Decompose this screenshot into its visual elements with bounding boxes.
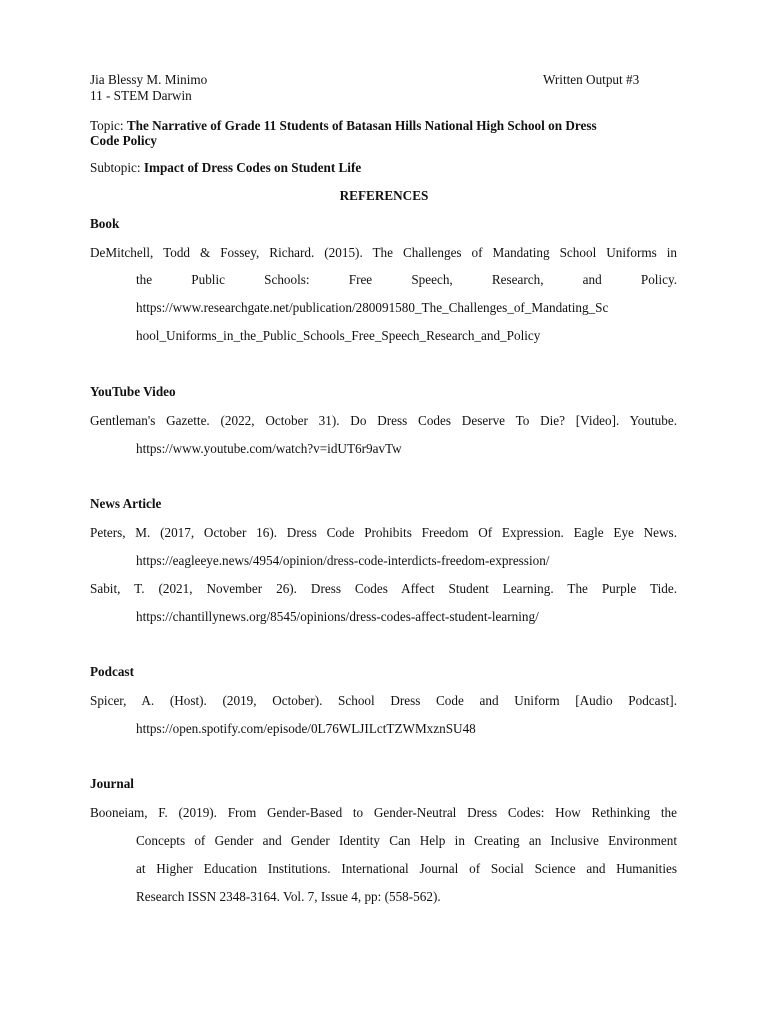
journal-line-2: Concepts of Gender and Gender Identity Can Help in Creating an Inclusive Environment (136, 833, 677, 848)
book-heading: Book (90, 216, 120, 231)
news-entry-1-line-1: Peters, M. (2017, October 16). Dress Code Prohibits Freedom Of Expression. Eagle Eye News. (90, 525, 677, 540)
youtube-heading: YouTube Video (90, 384, 176, 399)
topic-text-1: The Narrative of Grade 11 Students of Batasan Hills National High School on Dress (126, 118, 597, 133)
journal-line-1: Booneiam, F. (2019). From Gender-Based to Gender-Neutral Dress Codes: How Rethinking the (90, 805, 677, 820)
author-name: Jia Blessy M. Minimo (90, 72, 208, 87)
podcast-line-1: Spicer, A. (Host). (2019, October). School Dress Code and Uniform [Audio Podcast]. (90, 693, 677, 708)
news-heading: News Article (90, 496, 162, 511)
journal-line-4: Research ISSN 2348-3164. Vol. 7, Issue 4, pp: (558-562). (136, 889, 441, 904)
class-section: 11 - STEM Darwin (90, 88, 192, 103)
news-entry-2-line-1: Sabit, T. (2021, November 26). Dress Codes Affect Student Learning. The Purple Tide. (90, 581, 677, 596)
news-entry-2-url[interactable]: https://chantillynews.org/8545/opinions/dress-codes-affect-student-learning/ (136, 609, 539, 624)
topic-label: Topic: (90, 118, 124, 133)
subtopic-line (90, 160, 361, 176)
news-entry-1-url[interactable]: https://eagleeye.news/4954/opinion/dress-code-interdicts-freedom-expression/ (136, 553, 550, 568)
topic-line-1 (90, 118, 597, 134)
output-label: Written Output #3 (543, 72, 640, 87)
subtopic-label: Subtopic: (90, 160, 141, 175)
book-line-1: DeMitchell, Todd & Fossey, Richard. (2015). The Challenges of Mandating School Uniforms in (90, 245, 677, 260)
podcast-url[interactable]: https://open.spotify.com/episode/0L76WLJILctTZWMxznSU48 (136, 721, 476, 736)
podcast-heading: Podcast (90, 664, 134, 679)
book-line-2: the Public Schools: Free Speech, Research, and Policy. (136, 272, 677, 287)
youtube-url[interactable]: https://www.youtube.com/watch?v=idUT6r9avTw (136, 441, 402, 456)
journal-line-3: at Higher Education Institutions. International Journal of Social Science and Humanities (136, 861, 677, 876)
subtopic-text: Impact of Dress Codes on Student Life (143, 160, 362, 175)
journal-heading: Journal (90, 776, 134, 791)
references-title: REFERENCES (339, 188, 429, 203)
topic-text-2: Code Policy (90, 133, 158, 148)
youtube-line-1: Gentleman's Gazette. (2022, October 31). Do Dress Codes Deserve To Die? [Video]. Youtube. (90, 413, 677, 428)
book-url-1[interactable]: https://www.researchgate.net/publication/280091580_The_Challenges_of_Mandating_Sc (136, 300, 609, 315)
book-url-2[interactable]: hool_Uniforms_in_the_Public_Schools_Free_Speech_Research_and_Policy (136, 328, 541, 343)
